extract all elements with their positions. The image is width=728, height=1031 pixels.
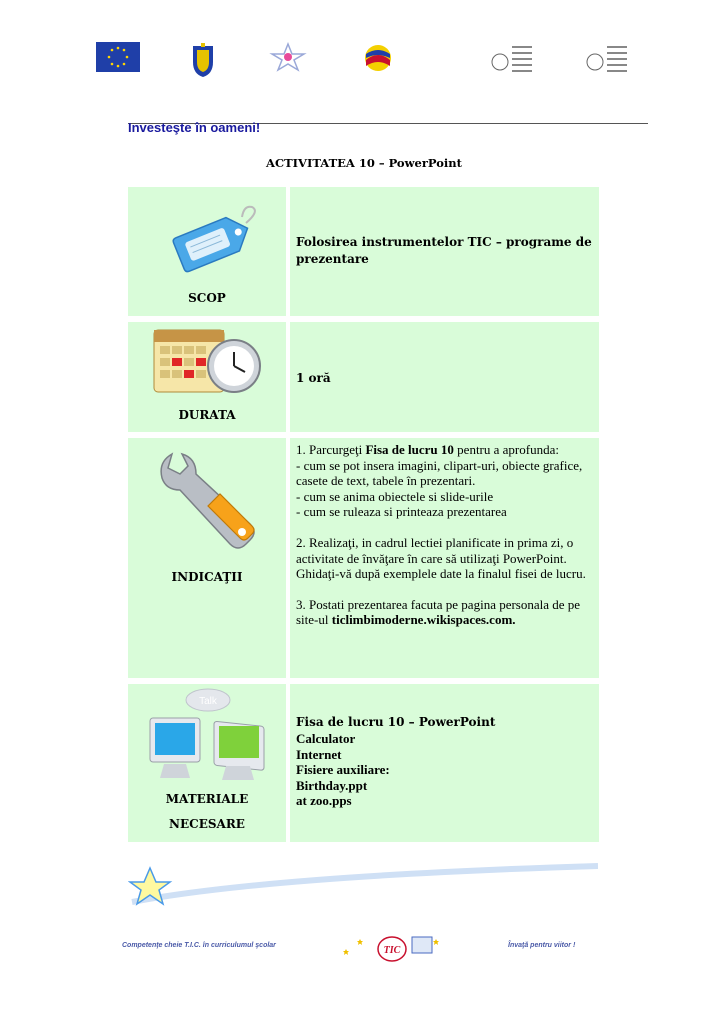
tic-badge-icon [340,929,450,965]
durata-text: 1 oră [296,371,331,385]
materiale-item: Calculator [296,731,356,746]
row-materiale [128,684,599,842]
indicatii-p1-item: - cum se pot insera imagini, clipart-uri, obiecte grafice, casete de text, tabele în prezentari. [296,457,583,489]
materiale-item: Internet [296,746,342,762]
indicatii-p1-item: - cum se ruleaza si printeaza prezentarea [296,504,507,520]
footer-bar [118,925,608,970]
durata-text-cell [290,322,599,432]
tic-badge-text: TIC [383,945,401,956]
indicatii-text [296,442,595,628]
scop-text: Folosirea instrumentelor TIC – programe de prezentare [296,235,592,266]
logo-strip [88,42,648,104]
materiale-label-1: MATERIALE [165,792,249,806]
star-program-logo [258,42,318,77]
star-swoosh-icon [128,862,598,912]
indicatii-p2b: Ghidaţi-vă după exemplele date la finalul fisei de lucru. [296,566,586,582]
ministry-logo-1 [488,42,538,87]
durata-icon-cell [128,322,286,432]
indicatii-p1: 1. Parcurgeţi Fisa de lucru 10 pentru a aprofunda: [296,442,559,457]
scop-icon-cell [128,187,286,316]
durata-label: DURATA [178,408,236,422]
indicatii-text-cell [290,438,599,678]
tag-icon [168,201,264,281]
materiale-text-cell [290,684,599,842]
wrench-icon [152,446,272,556]
activity-title: ACTIVITATEA 10 – PowerPoint [266,156,462,170]
materiale-item: Birthday.ppt [296,777,368,793]
indicatii-p1-item: - cum se anima obiectele si slide-urile [296,488,494,504]
indicatii-icon-cell [128,438,286,678]
wiki-link[interactable]: ticlimbimoderne.wikispaces.com. [331,612,516,628]
footer-left-text: Competenţe cheie T.I.C. în curriculumul şcolar [122,942,276,949]
materiale-list [296,714,595,809]
materiale-item: at zoo.pps [296,793,352,809]
header-tagline: Investeşte în oameni! [128,120,261,135]
eu-flag-logo [88,42,148,77]
scop-label: SCOP [188,291,226,305]
indicatii-p3: 3. Postati prezentarea facuta pe pagina personala de pe site-ul ticlimbimoderne.wikispaces.com. [296,596,581,628]
stars-ring-logo [348,42,408,79]
talk-bubble-text: Talk [199,696,217,707]
row-scop [128,187,599,316]
ministry-logo-2 [578,42,638,87]
calendar-clock-icon [148,322,268,398]
footer-banner [128,862,598,912]
row-durata [128,322,599,432]
footer-right-text: Învaţă pentru viitor ! [508,942,576,949]
indicatii-p2: 2. Realizaţi, in cadrul lectiei planificate in prima zi, o activitate de învăţare în care să utilizaţi PowerPoint. [296,534,574,566]
coat-of-arms-logo [178,42,228,83]
materiale-label-2: NECESARE [169,817,245,831]
materiale-icon-cell [128,684,286,842]
row-indicatii [128,438,599,678]
indicatii-label: INDICAŢII [171,570,243,584]
scop-text-cell [290,187,599,316]
materiale-item: Fisa de lucru 10 – PowerPoint [296,715,496,729]
materiale-item: Fisiere auxiliare: [296,762,390,778]
computers-talk-icon [146,686,270,786]
